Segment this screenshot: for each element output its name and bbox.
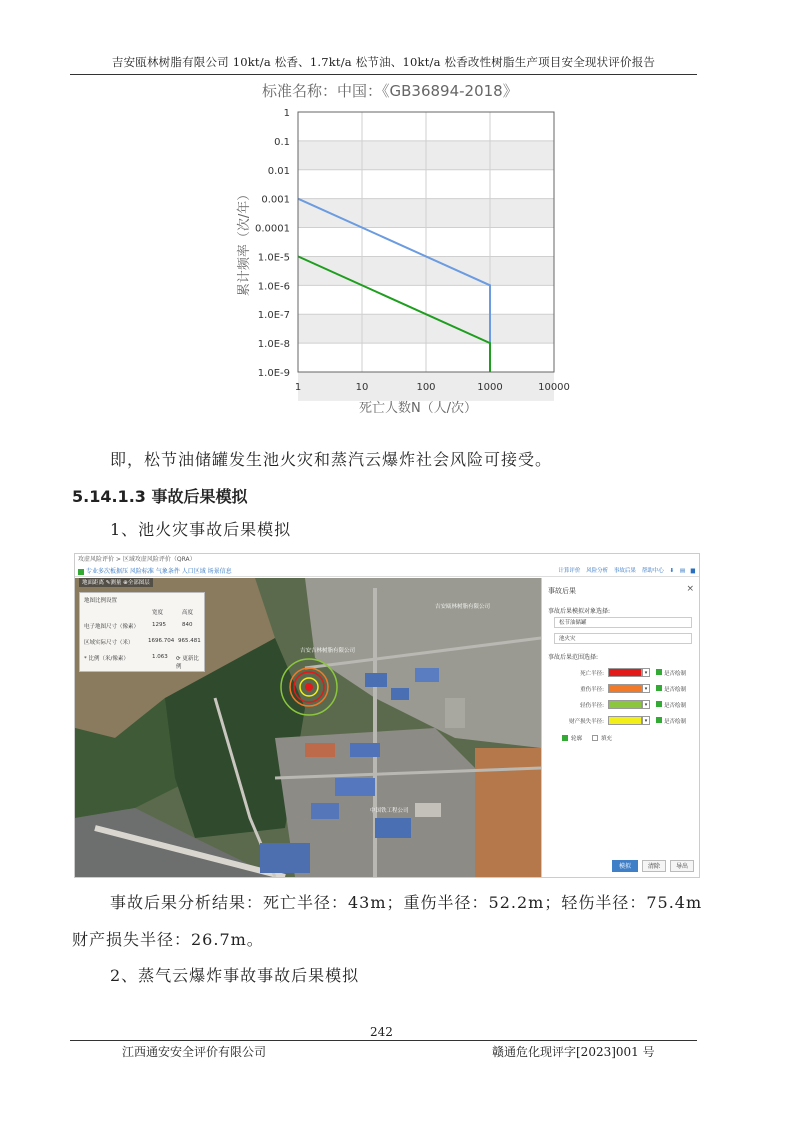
radius-label: 死亡半径: bbox=[580, 671, 604, 677]
radius-label: 轻伤半径: bbox=[580, 703, 604, 709]
map-label-1: 吉安瓯林树脂有限公司 bbox=[435, 604, 491, 610]
chevron-down-icon[interactable]: ▾ bbox=[642, 700, 650, 709]
source-marker bbox=[305, 683, 313, 691]
color-swatch[interactable] bbox=[608, 716, 642, 725]
result-line-2: 财产损失半径：26.7m。 bbox=[72, 930, 264, 949]
y-tick-label: 1.0E-6 bbox=[257, 281, 290, 293]
y-tick-labels bbox=[255, 108, 290, 379]
footer-doc-number: 赣通危化现评字[2023]001 号 bbox=[492, 1045, 655, 1059]
result-line-1: 事故后果分析结果：死亡半径：43m；重伤半径：52.2m；轻伤半径：75.4m bbox=[110, 893, 703, 912]
file-icon[interactable]: ▤ bbox=[679, 568, 686, 574]
section-heading: 5.14.1.3 事故后果模拟 bbox=[72, 487, 248, 506]
row-value-h[interactable]: 965.481 bbox=[178, 638, 201, 644]
draw-label: 是否绘制 bbox=[664, 687, 687, 693]
tool-consequence[interactable]: 事故后果 bbox=[613, 568, 636, 574]
x-tick-label: 10000 bbox=[538, 382, 570, 393]
map-tools[interactable]: 地面距离 ✎测量 ⊕全部图层 bbox=[79, 578, 153, 587]
tool-help[interactable]: 帮助中心 bbox=[641, 568, 664, 574]
y-tick-label: 1.0E-7 bbox=[257, 310, 290, 322]
tool-calc[interactable]: 计算评价 bbox=[558, 568, 581, 574]
outline-label: 轮廓 bbox=[571, 736, 583, 742]
draw-checkbox[interactable] bbox=[656, 685, 662, 691]
scenario-select[interactable]: 池火灾 bbox=[554, 633, 692, 644]
y-tick-label: 1.0E-5 bbox=[257, 252, 290, 264]
range-label: 事故后果范围选择: bbox=[548, 654, 599, 661]
radius-label: 财产损失半径: bbox=[569, 719, 604, 725]
panel-title: 事故后果 bbox=[548, 587, 576, 595]
row-value-h[interactable]: 840 bbox=[182, 622, 193, 628]
top-right-tools bbox=[554, 566, 695, 577]
toolbar-left-text[interactable]: 专业多次板据压 风险标准 气象条件 人口区域 场景信息 bbox=[86, 568, 232, 575]
row-value-w[interactable]: 1.063 bbox=[152, 654, 168, 660]
y-tick-label: 1.0E-9 bbox=[257, 368, 290, 379]
x-tick-label: 1000 bbox=[477, 382, 503, 393]
y-tick-label: 0.0001 bbox=[255, 223, 290, 235]
fn-chart bbox=[228, 100, 578, 430]
col-height: 高度 bbox=[182, 610, 194, 616]
chart-title: 标准名称：中国：《GB36894-2018》 bbox=[262, 82, 518, 100]
footer-rule bbox=[70, 1040, 697, 1041]
draw-label: 是否绘制 bbox=[664, 719, 687, 725]
document-header: 吉安瓯林树脂有限公司 10kt/a 松香、1.7kt/a 松节油、10kt/a 松香改性树脂生产项目安全现状评价报告 bbox=[111, 55, 656, 69]
footer-company: 江西通安安全评价有限公司 bbox=[122, 1045, 267, 1059]
x-tick-label: 10 bbox=[355, 382, 369, 393]
draw-checkbox[interactable] bbox=[656, 701, 662, 707]
checkbox-icon[interactable] bbox=[78, 569, 84, 575]
row-value-w[interactable]: 1295 bbox=[152, 622, 166, 628]
close-icon[interactable]: × bbox=[686, 584, 694, 594]
fill-checkbox[interactable] bbox=[592, 735, 598, 741]
radius-row bbox=[548, 716, 698, 726]
x-tick-label: 100 bbox=[416, 382, 436, 393]
row-label-pixels: 电子地图尺寸（像素） bbox=[84, 624, 140, 630]
y-tick-label: 1.0E-8 bbox=[257, 339, 290, 351]
color-swatch[interactable] bbox=[608, 700, 642, 709]
download-icon[interactable]: ⬇ bbox=[669, 568, 675, 574]
y-axis-label: 累计频率（次/年） bbox=[237, 187, 252, 297]
col-width: 宽度 bbox=[152, 610, 164, 616]
header-rule bbox=[70, 74, 697, 75]
radius-row bbox=[548, 700, 698, 710]
chevron-down-icon[interactable]: ▾ bbox=[642, 668, 650, 677]
update-ratio-button[interactable]: ⟳ 更新比例 bbox=[176, 656, 199, 670]
radius-row bbox=[548, 668, 698, 678]
y-tick-label: 0.1 bbox=[274, 136, 290, 148]
folder-icon[interactable]: ▆ bbox=[690, 568, 695, 574]
x-tick-label: 1 bbox=[294, 382, 302, 393]
y-tick-label: 0.001 bbox=[261, 194, 290, 206]
row-label-ratio: * 比例（米/像素） bbox=[84, 656, 129, 662]
satellite-map[interactable] bbox=[75, 578, 541, 877]
radius-row bbox=[548, 684, 698, 694]
tool-risk[interactable]: 风险分析 bbox=[586, 568, 609, 574]
x-axis-label: 死亡人数N（人/次） bbox=[358, 401, 478, 416]
radius-label: 重伤半径: bbox=[580, 687, 604, 693]
export-button[interactable]: 导出 bbox=[670, 860, 694, 872]
fill-label: 填充 bbox=[601, 736, 613, 742]
outline-checkbox[interactable] bbox=[562, 735, 568, 741]
object-label: 事故后果模拟对象选择: bbox=[548, 608, 611, 615]
row-value-w[interactable]: 1696.704 bbox=[148, 638, 175, 644]
y-tick-label: 1 bbox=[283, 108, 290, 119]
clear-button[interactable]: 清除 bbox=[642, 860, 666, 872]
draw-checkbox[interactable] bbox=[656, 669, 662, 675]
breadcrumb: 攻虚风险评价 > 区域攻虚风险评价（QRA） bbox=[78, 556, 196, 563]
simulate-button[interactable]: 模拟 bbox=[612, 860, 638, 872]
draw-label: 是否绘制 bbox=[664, 671, 687, 677]
scale-settings-box bbox=[79, 592, 205, 672]
page-number: 242 bbox=[370, 1025, 393, 1039]
chevron-down-icon[interactable]: ▾ bbox=[642, 716, 650, 725]
map-label-2: 吉安吉林树脂有限公司 bbox=[300, 648, 356, 654]
draw-checkbox[interactable] bbox=[656, 717, 662, 723]
item1-heading: 1、池火灾事故后果模拟 bbox=[110, 520, 292, 539]
conclusion-text: 即，松节油储罐发生池火灾和蒸汽云爆炸社会风险可接受。 bbox=[110, 450, 553, 469]
qra-software-screenshot bbox=[74, 553, 700, 878]
y-tick-label: 0.01 bbox=[267, 165, 290, 177]
color-swatch[interactable] bbox=[608, 684, 642, 693]
scale-box-title: 地图比例设置 bbox=[84, 598, 118, 604]
draw-label: 是否绘制 bbox=[664, 703, 687, 709]
item2-heading: 2、蒸气云爆炸事故事故后果模拟 bbox=[110, 966, 360, 985]
chevron-down-icon[interactable]: ▾ bbox=[642, 684, 650, 693]
map-label-3: 中国铁工程公司 bbox=[370, 808, 409, 814]
row-label-meters: 区域实际尺寸（米） bbox=[84, 640, 134, 646]
consequence-panel bbox=[541, 578, 700, 877]
color-swatch[interactable] bbox=[608, 668, 642, 677]
object-select[interactable]: 松节油储罐 bbox=[554, 617, 692, 628]
